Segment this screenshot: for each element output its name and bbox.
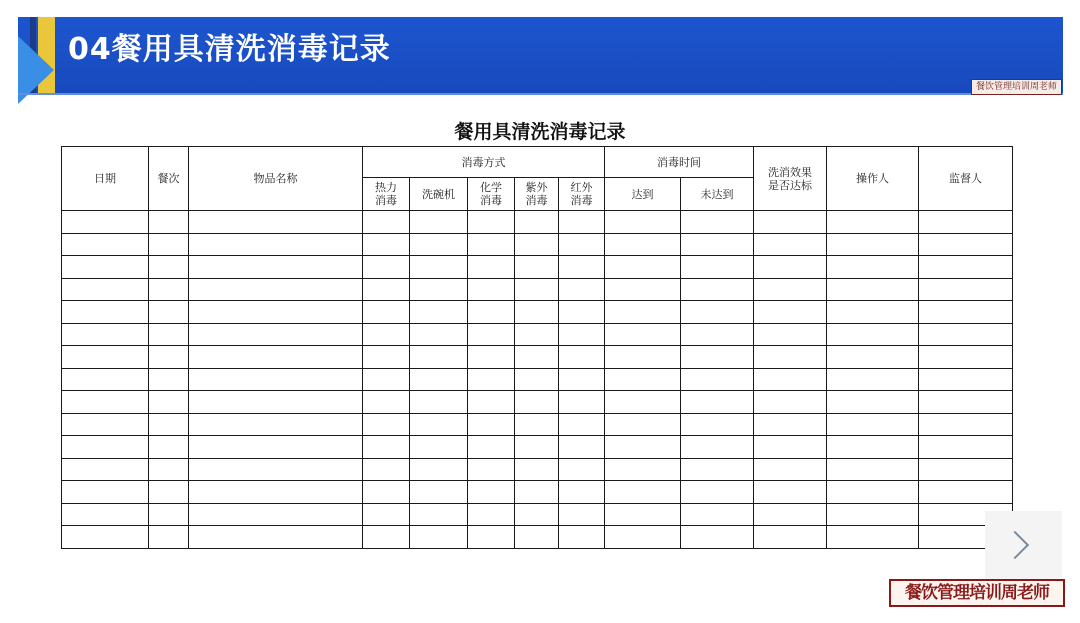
table-cell[interactable]	[559, 368, 605, 391]
table-cell[interactable]	[363, 368, 410, 391]
table-cell[interactable]	[827, 323, 919, 346]
table-cell[interactable]	[410, 413, 468, 436]
table-cell[interactable]	[515, 323, 559, 346]
table-cell[interactable]	[189, 481, 363, 504]
chevron-right-icon[interactable]	[1001, 531, 1029, 559]
table-cell[interactable]	[189, 256, 363, 279]
table-cell[interactable]	[754, 278, 827, 301]
table-cell[interactable]	[410, 436, 468, 459]
table-cell[interactable]	[605, 211, 681, 234]
table-cell[interactable]	[919, 391, 1013, 414]
table-cell[interactable]	[468, 256, 515, 279]
table-cell[interactable]	[605, 391, 681, 414]
table-cell[interactable]	[149, 458, 189, 481]
table-cell[interactable]	[559, 436, 605, 459]
header-method-uv: 紫外 消毒	[515, 178, 559, 211]
table-cell[interactable]	[559, 481, 605, 504]
table-cell[interactable]	[559, 301, 605, 324]
table-cell[interactable]	[468, 481, 515, 504]
table-cell[interactable]	[410, 278, 468, 301]
table-cell[interactable]	[410, 368, 468, 391]
table-cell[interactable]	[919, 278, 1013, 301]
table-cell[interactable]	[468, 526, 515, 549]
table-cell[interactable]	[919, 368, 1013, 391]
table-cell[interactable]	[559, 413, 605, 436]
table-cell[interactable]	[62, 278, 149, 301]
table-cell[interactable]	[189, 436, 363, 459]
next-slide-button[interactable]	[985, 511, 1062, 589]
table-cell[interactable]	[605, 413, 681, 436]
table-cell[interactable]	[827, 301, 919, 324]
table-cell[interactable]	[919, 211, 1013, 234]
table-cell[interactable]	[62, 368, 149, 391]
table-cell[interactable]	[681, 368, 754, 391]
table-cell[interactable]	[468, 413, 515, 436]
table-cell[interactable]	[149, 368, 189, 391]
table-cell[interactable]	[363, 301, 410, 324]
table-cell[interactable]	[605, 233, 681, 256]
table-cell[interactable]	[149, 301, 189, 324]
table-cell[interactable]	[363, 391, 410, 414]
table-cell[interactable]	[149, 436, 189, 459]
table-row	[62, 413, 1013, 436]
table-cell[interactable]	[189, 391, 363, 414]
header-method: 消毒方式	[363, 147, 605, 178]
table-cell[interactable]	[827, 391, 919, 414]
table-cell[interactable]	[189, 233, 363, 256]
header-date: 日期	[62, 147, 149, 211]
header-time-not-reached: 未达到	[681, 178, 754, 211]
table-row	[62, 481, 1013, 504]
table-cell[interactable]	[515, 211, 559, 234]
table-cell[interactable]	[559, 233, 605, 256]
table-row	[62, 256, 1013, 279]
table-cell[interactable]	[189, 323, 363, 346]
table-cell[interactable]	[62, 503, 149, 526]
slide-title: 04餐用具清洗消毒记录	[68, 32, 391, 67]
table-cell[interactable]	[754, 346, 827, 369]
record-table	[61, 146, 1013, 549]
table-cell[interactable]	[149, 323, 189, 346]
table-cell[interactable]	[62, 526, 149, 549]
table-cell[interactable]	[468, 368, 515, 391]
table-cell[interactable]	[189, 211, 363, 234]
table-cell[interactable]	[681, 256, 754, 279]
table-cell[interactable]	[754, 256, 827, 279]
table-cell[interactable]	[754, 481, 827, 504]
record-body	[62, 211, 1013, 549]
table-cell[interactable]	[189, 301, 363, 324]
form-title: 餐用具清洗消毒记录	[454, 121, 626, 143]
table-cell[interactable]	[559, 503, 605, 526]
table-cell[interactable]	[605, 458, 681, 481]
table-cell[interactable]	[605, 481, 681, 504]
table-row	[62, 503, 1013, 526]
table-cell[interactable]	[681, 346, 754, 369]
table-cell[interactable]	[559, 458, 605, 481]
table-cell[interactable]	[605, 323, 681, 346]
table-cell[interactable]	[189, 413, 363, 436]
table-cell[interactable]	[363, 503, 410, 526]
table-cell[interactable]	[605, 256, 681, 279]
table-cell[interactable]	[919, 301, 1013, 324]
table-cell[interactable]	[62, 233, 149, 256]
table-cell[interactable]	[559, 526, 605, 549]
table-cell[interactable]	[515, 436, 559, 459]
table-cell[interactable]	[189, 346, 363, 369]
table-cell[interactable]	[605, 278, 681, 301]
table-cell[interactable]	[559, 211, 605, 234]
table-cell[interactable]	[919, 481, 1013, 504]
table-cell[interactable]	[410, 481, 468, 504]
table-cell[interactable]	[62, 458, 149, 481]
table-cell[interactable]	[681, 413, 754, 436]
banner-divider	[18, 93, 1063, 95]
table-cell[interactable]	[681, 301, 754, 324]
table-cell[interactable]	[468, 503, 515, 526]
table-cell[interactable]	[515, 301, 559, 324]
table-cell[interactable]	[363, 323, 410, 346]
table-cell[interactable]	[827, 346, 919, 369]
header-method-dishwasher: 洗碗机	[410, 178, 468, 211]
header-time: 消毒时间	[605, 147, 754, 178]
table-cell[interactable]	[919, 323, 1013, 346]
table-cell[interactable]	[515, 368, 559, 391]
table-cell[interactable]	[827, 256, 919, 279]
table-cell[interactable]	[363, 278, 410, 301]
table-cell[interactable]	[827, 211, 919, 234]
table-row	[62, 278, 1013, 301]
footer-stamp: 餐饮管理培训周老师	[889, 579, 1065, 607]
table-cell[interactable]	[62, 211, 149, 234]
table-cell[interactable]	[410, 323, 468, 346]
table-cell[interactable]	[605, 503, 681, 526]
table-cell[interactable]	[754, 301, 827, 324]
header-stamp: 餐饮管理培训周老师	[971, 79, 1062, 95]
table-cell[interactable]	[410, 346, 468, 369]
table-cell[interactable]	[363, 233, 410, 256]
table-cell[interactable]	[754, 391, 827, 414]
table-cell[interactable]	[62, 413, 149, 436]
table-cell[interactable]	[468, 211, 515, 234]
table-cell[interactable]	[919, 413, 1013, 436]
table-cell[interactable]	[754, 526, 827, 549]
table-cell[interactable]	[559, 278, 605, 301]
table-cell[interactable]	[559, 256, 605, 279]
table-cell[interactable]	[681, 458, 754, 481]
header-item-name: 物品名称	[189, 147, 363, 211]
table-cell[interactable]	[468, 436, 515, 459]
table-cell[interactable]	[827, 278, 919, 301]
table-cell[interactable]	[363, 413, 410, 436]
table-cell[interactable]	[363, 256, 410, 279]
table-cell[interactable]	[754, 368, 827, 391]
table-cell[interactable]	[149, 256, 189, 279]
table-cell[interactable]	[468, 301, 515, 324]
table-cell[interactable]	[559, 346, 605, 369]
table-cell[interactable]	[827, 503, 919, 526]
table-cell[interactable]	[827, 481, 919, 504]
table-cell[interactable]	[559, 323, 605, 346]
table-cell[interactable]	[189, 503, 363, 526]
table-row	[62, 346, 1013, 369]
table-cell[interactable]	[605, 526, 681, 549]
table-cell[interactable]	[919, 346, 1013, 369]
table-cell[interactable]	[827, 526, 919, 549]
table-cell[interactable]	[189, 458, 363, 481]
table-cell[interactable]	[410, 391, 468, 414]
table-cell[interactable]	[681, 436, 754, 459]
table-row	[62, 436, 1013, 459]
table-cell[interactable]	[515, 458, 559, 481]
table-cell[interactable]	[919, 256, 1013, 279]
table-cell[interactable]	[62, 346, 149, 369]
table-cell[interactable]	[754, 323, 827, 346]
table-cell[interactable]	[827, 458, 919, 481]
table-cell[interactable]	[149, 413, 189, 436]
table-cell[interactable]	[681, 481, 754, 504]
table-cell[interactable]	[363, 346, 410, 369]
table-cell[interactable]	[515, 391, 559, 414]
table-cell[interactable]	[827, 436, 919, 459]
table-cell[interactable]	[754, 436, 827, 459]
table-row	[62, 301, 1013, 324]
table-cell[interactable]	[149, 481, 189, 504]
header-time-reached: 达到	[605, 178, 681, 211]
table-row	[62, 211, 1013, 234]
table-cell[interactable]	[754, 503, 827, 526]
table-cell[interactable]	[515, 256, 559, 279]
table-cell[interactable]	[827, 368, 919, 391]
table-cell[interactable]	[189, 278, 363, 301]
table-cell[interactable]	[149, 233, 189, 256]
table-cell[interactable]	[468, 233, 515, 256]
table-cell[interactable]	[468, 323, 515, 346]
table-cell[interactable]	[62, 391, 149, 414]
table-cell[interactable]	[515, 503, 559, 526]
table-cell[interactable]	[515, 526, 559, 549]
header-effect: 洗消效果 是否达标	[754, 147, 827, 211]
table-cell[interactable]	[468, 458, 515, 481]
header-method-infrared: 红外 消毒	[559, 178, 605, 211]
table-cell[interactable]	[62, 481, 149, 504]
table-cell[interactable]	[919, 233, 1013, 256]
table-cell[interactable]	[919, 436, 1013, 459]
table-cell[interactable]	[149, 211, 189, 234]
table-row	[62, 368, 1013, 391]
table-cell[interactable]	[410, 211, 468, 234]
table-cell[interactable]	[559, 391, 605, 414]
table-cell[interactable]	[515, 233, 559, 256]
header-operator: 操作人	[827, 147, 919, 211]
table-cell[interactable]	[149, 278, 189, 301]
header-supervisor: 监督人	[919, 147, 1013, 211]
table-cell[interactable]	[363, 481, 410, 504]
table-cell[interactable]	[681, 503, 754, 526]
table-cell[interactable]	[681, 233, 754, 256]
table-row	[62, 323, 1013, 346]
table-cell[interactable]	[605, 368, 681, 391]
table-cell[interactable]	[189, 526, 363, 549]
table-cell[interactable]	[827, 233, 919, 256]
table-cell[interactable]	[919, 458, 1013, 481]
table-cell[interactable]	[515, 346, 559, 369]
table-cell[interactable]	[681, 526, 754, 549]
table-cell[interactable]	[62, 323, 149, 346]
table-cell[interactable]	[62, 436, 149, 459]
table-cell[interactable]	[605, 346, 681, 369]
table-cell[interactable]	[149, 391, 189, 414]
header-method-heat: 热力 消毒	[363, 178, 410, 211]
table-cell[interactable]	[468, 278, 515, 301]
table-row	[62, 233, 1013, 256]
table-cell[interactable]	[754, 413, 827, 436]
table-cell[interactable]	[515, 413, 559, 436]
table-cell[interactable]	[62, 301, 149, 324]
table-cell[interactable]	[363, 526, 410, 549]
table-cell[interactable]	[410, 233, 468, 256]
table-cell[interactable]	[468, 346, 515, 369]
header-meal: 餐次	[149, 147, 189, 211]
table-cell[interactable]	[681, 323, 754, 346]
table-cell[interactable]	[363, 436, 410, 459]
table-cell[interactable]	[410, 503, 468, 526]
table-row	[62, 526, 1013, 549]
table-cell[interactable]	[62, 256, 149, 279]
table-cell[interactable]	[605, 301, 681, 324]
table-row	[62, 458, 1013, 481]
table-cell[interactable]	[149, 526, 189, 549]
table-cell[interactable]	[754, 458, 827, 481]
table-cell[interactable]	[681, 278, 754, 301]
table-cell[interactable]	[827, 413, 919, 436]
table-cell[interactable]	[754, 211, 827, 234]
header-method-chemical: 化学 消毒	[468, 178, 515, 211]
table-cell[interactable]	[515, 481, 559, 504]
table-row	[62, 391, 1013, 414]
table-cell[interactable]	[515, 278, 559, 301]
table-cell[interactable]	[149, 503, 189, 526]
table-cell[interactable]	[363, 211, 410, 234]
table-cell[interactable]	[410, 301, 468, 324]
table-cell[interactable]	[754, 233, 827, 256]
table-cell[interactable]	[363, 458, 410, 481]
table-cell[interactable]	[189, 368, 363, 391]
table-cell[interactable]	[410, 458, 468, 481]
table-cell[interactable]	[410, 256, 468, 279]
table-cell[interactable]	[149, 346, 189, 369]
table-cell[interactable]	[605, 436, 681, 459]
table-cell[interactable]	[681, 391, 754, 414]
table-cell[interactable]	[468, 391, 515, 414]
table-cell[interactable]	[410, 526, 468, 549]
table-cell[interactable]	[681, 211, 754, 234]
